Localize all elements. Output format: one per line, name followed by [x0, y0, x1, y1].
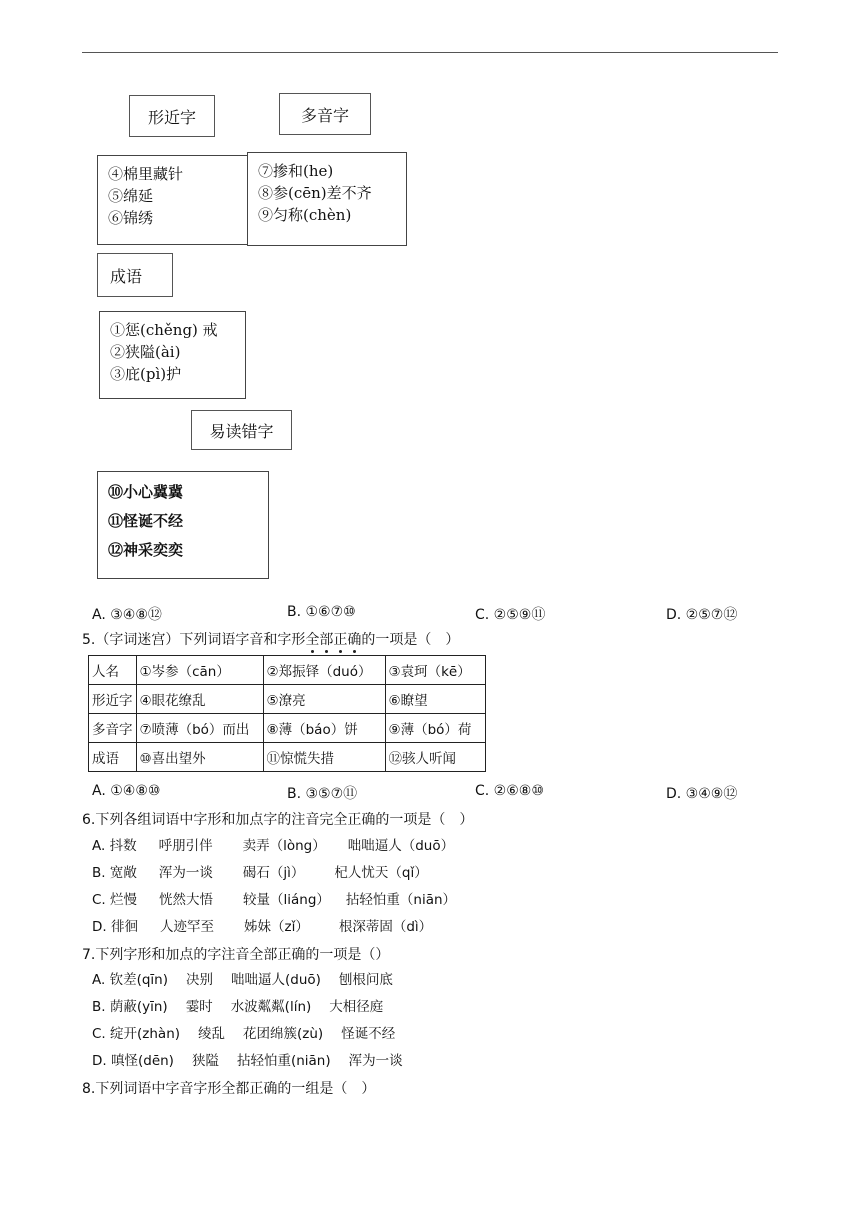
option-d[interactable]: D. ②⑤⑦⑫: [666, 607, 738, 623]
word: 卖弄（lòng）: [242, 838, 326, 854]
q7-option-b[interactable]: [92, 995, 383, 1015]
table-cell: ④眼花缭乱: [136, 685, 263, 714]
word: 水波粼粼(lín): [230, 999, 312, 1015]
q4-options: [92, 604, 782, 626]
word: 咄咄逼人(duō): [231, 972, 321, 988]
word: 恍然大悟: [159, 892, 214, 908]
figure-item: ⑧参(cēn)差不齐: [258, 184, 372, 202]
q7-option-d[interactable]: [92, 1049, 403, 1069]
word: 大相径庭: [329, 999, 384, 1015]
word: 刨根问底: [338, 972, 393, 988]
figure-item: ①惩(chěng) 戒: [110, 321, 218, 339]
q8-stem: 8.下列词语中字音字形全都正确的一组是（ ）: [82, 1081, 376, 1097]
option-b[interactable]: B. ①⑥⑦⑩: [287, 604, 356, 620]
table-cell: 多音字: [89, 714, 137, 743]
table-row: [89, 714, 486, 743]
figure-box-misread: [97, 471, 269, 579]
table-cell: ⑤潦亮: [263, 685, 385, 714]
table-cell: ①岑参（cān）: [136, 656, 263, 685]
q6-option-c[interactable]: [92, 888, 456, 908]
q5-stem: [82, 629, 459, 649]
word: 拈轻怕重(niān): [236, 1053, 331, 1069]
word: 决别: [186, 972, 213, 988]
q6-option-b[interactable]: [92, 861, 428, 881]
word: 根深蒂固（dì）: [338, 919, 433, 935]
option-b[interactable]: B. ③⑤⑦⑪: [287, 786, 358, 802]
figure-title-idiom: 成语: [97, 253, 173, 297]
word: 霎时: [185, 999, 213, 1015]
word: 绫乱: [198, 1026, 226, 1042]
word: 人迹罕至: [159, 919, 214, 935]
option-c[interactable]: C. ②⑤⑨⑪: [475, 607, 546, 623]
table-cell: 成语: [89, 743, 137, 772]
q5-stem-before: 5.（字词迷宫）下列词语字音和字形: [82, 632, 306, 648]
word: 较量（liáng）: [243, 892, 330, 908]
figure-box-shape: [97, 155, 249, 245]
dotted-char: 确: [347, 632, 362, 648]
word: 杞人忧天（qǐ）: [334, 865, 428, 881]
word: 呼朋引伴: [158, 838, 213, 854]
dotted-char: 部: [319, 632, 334, 648]
q5-stem-after: 的一项是（ ）: [361, 632, 460, 648]
figure-box-idiom: [99, 311, 246, 399]
figure-item: ⑨匀称(chèn): [258, 206, 352, 224]
word: 咄咄逼人（duō）: [347, 838, 455, 854]
word: C. 绽开(zhàn): [92, 1026, 181, 1042]
figure-item: ②狭隘(ài): [110, 343, 181, 361]
header-rule: [82, 52, 778, 53]
word: 拈轻怕重（niān）: [345, 892, 457, 908]
word: 浑为一谈: [348, 1053, 403, 1069]
q6-option-d[interactable]: [92, 915, 432, 935]
word: 姊妹（zǐ）: [243, 919, 309, 935]
q6-stem: 6.下列各组词语中字形和加点字的注音完全正确的一项是（ ）: [82, 812, 474, 828]
word: A. 钦差(qīn): [92, 972, 168, 988]
figure-item: ⑪怪诞不经: [108, 512, 184, 530]
word: 狭隘: [191, 1053, 219, 1069]
option-d[interactable]: D. ③④⑨⑫: [666, 786, 738, 802]
table-cell: ⑦喷薄（bó）而出: [136, 714, 263, 743]
figure-item: ⑦掺和(he): [258, 162, 334, 180]
table-cell: ⑩喜出望外: [136, 743, 263, 772]
figure-item: ⑫神采奕奕: [108, 541, 184, 559]
figure-box-multi: [247, 152, 407, 246]
table-cell: 人名: [89, 656, 137, 685]
table-row: [89, 743, 486, 772]
q5-options: [92, 783, 782, 805]
table-cell: ⑪惊慌失措: [263, 743, 385, 772]
table-row: [89, 656, 486, 685]
dotted-char: 正: [333, 632, 348, 648]
word: 花团绵簇(zù): [243, 1026, 324, 1042]
table-cell: ⑫骇人听闻: [385, 743, 485, 772]
option-a[interactable]: A. ③④⑧⑫: [92, 607, 162, 623]
figure-item: ③庇(pì)护: [110, 365, 182, 383]
word: 怪诞不经: [341, 1026, 396, 1042]
figure-title-shape: 形近字: [129, 95, 215, 137]
table-cell: ⑥瞭望: [385, 685, 485, 714]
q7-stem: 7.下列字形和加点的字注音全部正确的一项是（）: [82, 947, 390, 963]
figure-title-multi: 多音字: [279, 93, 371, 135]
figure-title-misread: 易读错字: [191, 410, 292, 450]
table-cell: ⑨薄（bó）荷: [385, 714, 485, 743]
q7-option-c[interactable]: [92, 1022, 395, 1042]
q5-stem-dotted: [305, 632, 361, 648]
option-a[interactable]: A. ①④⑧⑩: [92, 783, 161, 799]
word: D. 嗔怪(dēn): [92, 1053, 174, 1069]
word: A. 抖数: [92, 838, 137, 854]
figure-item: ⑩小心冀冀: [108, 483, 184, 501]
word: 浑为一谈: [158, 865, 213, 881]
word: 碣石（jì）: [242, 865, 305, 881]
word: D. 徘徊: [92, 919, 138, 935]
figure-item: ⑥锦绣: [108, 209, 154, 227]
figure-item: ⑤绵延: [108, 187, 154, 205]
table-cell: ⑧薄（báo）饼: [263, 714, 385, 743]
table-cell: ③袁珂（kē）: [385, 656, 485, 685]
table-cell: 形近字: [89, 685, 137, 714]
dotted-char: 全: [305, 632, 320, 648]
figure-item: ④棉里藏针: [108, 165, 184, 183]
option-c[interactable]: C. ②⑥⑧⑩: [475, 783, 544, 799]
word: B. 荫蔽(yīn): [92, 999, 168, 1015]
q5-table: [88, 655, 486, 772]
q7-option-a[interactable]: [92, 968, 393, 988]
table-cell: ②郑振铎（duó）: [263, 656, 385, 685]
table-row: [89, 685, 486, 714]
word: B. 宽敞: [92, 865, 137, 881]
word: C. 烂慢: [92, 892, 138, 908]
q6-option-a[interactable]: [92, 834, 454, 854]
